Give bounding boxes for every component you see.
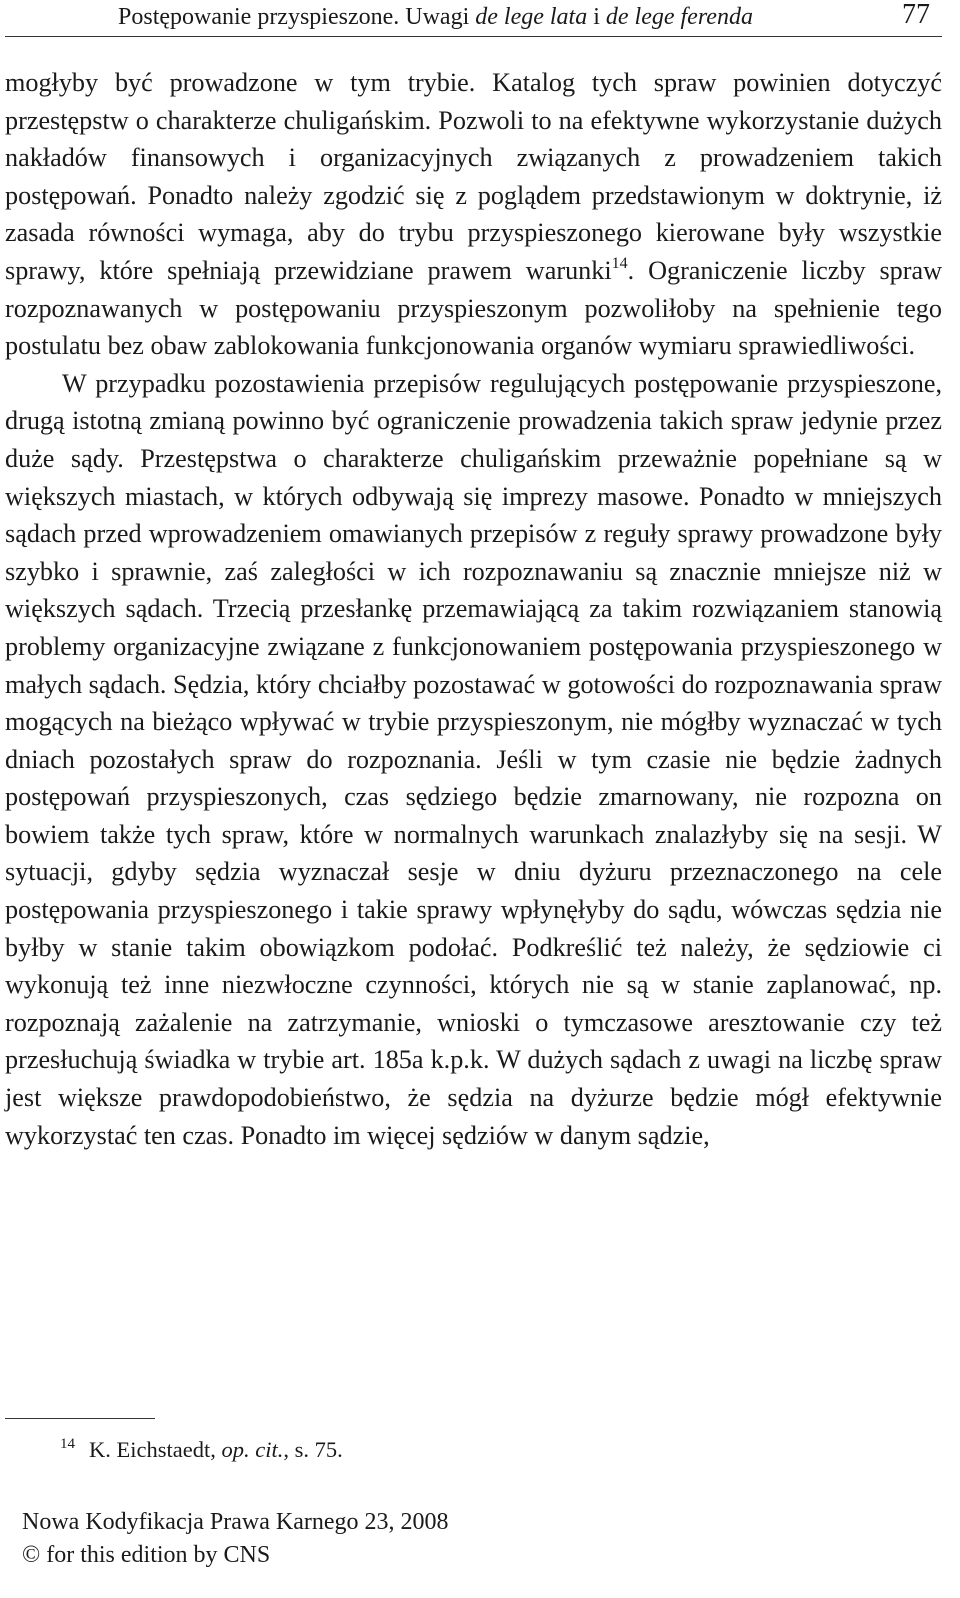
running-header-title: [118, 2, 753, 32]
footnote-reference[interactable]: 14: [611, 254, 628, 272]
running-header: [0, 0, 960, 36]
footnote: [60, 1436, 343, 1464]
footnote-text-italic: op. cit.: [221, 1437, 284, 1462]
header-title-italic-1: de lege lata: [475, 4, 588, 30]
footer-copyright-line: © for this edition by CNS: [22, 1542, 271, 1568]
page-footer: [22, 1506, 449, 1572]
footnote-rule: [5, 1418, 155, 1419]
page-number: 77: [902, 0, 930, 30]
header-title-italic-2: de lege ferenda: [605, 4, 753, 30]
paragraph-1-text-b: . Ograniczenie liczby spraw rozpoznawanych w postępowaniu przyspieszonym pozwoliłoby na spełnienie tego postulatu bez obaw zablokowania funkcjonowania organów wymiaru sprawiedliwości.: [5, 255, 942, 361]
footnote-text-a: K. Eichstaedt,: [89, 1437, 222, 1462]
footnote-text-b: , s. 75.: [283, 1437, 343, 1462]
header-title-text-1: Postępowanie przyspieszone. Uwagi: [118, 4, 476, 30]
paragraph-2: W przypadku pozostawienia przepisów regulujących postępowanie przyspieszone, drugą istotną zmianą powinno być ograniczenie prowadzenia takich spraw jedynie przez duże sądy. Przestępstwa o charakterze chuligańskim przeważnie popełniane są w większych miastach, w których odbywają się imprezy masowe. Ponadto w mniejszych sądach przed wprowadzeniem omawianych przepisów z reguły sprawy prowadzone były szybko i sprawnie, zaś zaległości w ich rozpoznawaniu są znacznie mniejsze niż w większych sądach. Trzecią przesłankę przemawiającą za takim rozwiązaniem stanowią problemy organizacyjne związane z funkcjonowaniem postępowania przyspieszonego w małych sądach. Sędzia, który chciałby pozostawać w gotowości do rozpoznawania spraw mogących na bieżąco wpływać w trybie przyspieszonym, nie mógłby wyznaczać w tych dniach pozostałych spraw do rozpoznania. Jeśli w tym czasie nie będzie żadnych postępowań przyspieszonych, czas sędziego będzie zmarnowany, nie rozpozna on bowiem także tych spraw, które w normalnych warunkach znalazłyby się na sesji. W sytuacji, gdyby sędzia wyznaczał sesje w dniu dyżuru przeznaczonego na cele postępowania przyspieszonego i takie sprawy wpłynęłyby do sądu, wówczas sędzia nie byłby w stanie takim obowiązkom podołać. Podkreślić też należy, że sędziowie ci wykonują też inne niezwłoczne czynności, których nie są w stanie zaplanować, np. rozpoznają zażalenie na zatrzymanie, wnioski o tymczasowe aresztowanie czy też przesłuchują świadka w trybie art. 185a k.p.k. W dużych sądach z uwagi na liczbę spraw jest większe prawdopodobieństwo, że sędzia na dyżurze będzie mógł efektywnie wykorzystać ten czas. Ponadto im więcej sędziów w danym sądzie,: [5, 368, 942, 1150]
header-rule: [5, 36, 942, 37]
body-text: [5, 64, 942, 1154]
paragraph-1-text-a: mogłyby być prowadzone w tym trybie. Katalog tych spraw powinien dotyczyć przestępstw o charakterze chuligańskim. Pozwoli to na efektywne wykorzystanie dużych nakładów finansowych i organizacyjnych związanych z prowadzeniem takich postępowań. Ponadto należy zgodzić się z poglądem przedstawionym w doktrynie, iż zasada równości wymaga, aby do trybu przyspieszonego kierowane były wszystkie sprawy, które spełniają przewidziane prawem warunki: [5, 68, 942, 285]
footnote-mark: 14: [60, 1436, 75, 1452]
paragraph-1: [5, 64, 942, 365]
header-title-text-2: i: [587, 4, 606, 30]
footer-journal-line: Nowa Kodyfikacja Prawa Karnego 23, 2008: [22, 1509, 449, 1535]
